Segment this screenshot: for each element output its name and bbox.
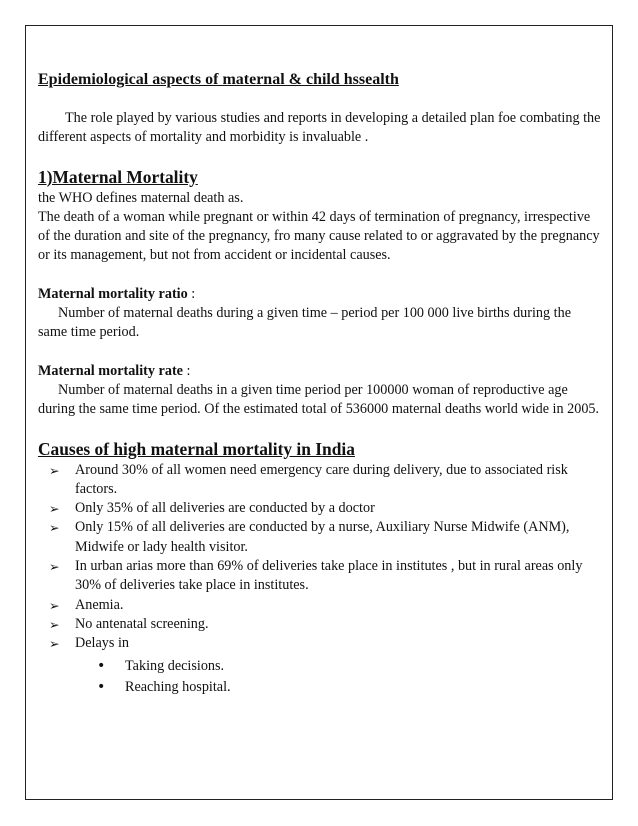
ratio-term: Maternal mortality ratio (38, 285, 188, 302)
list-item-text: Delays in (75, 635, 129, 652)
list-item (49, 596, 603, 615)
arrow-bullet-icon: ➢ (49, 636, 60, 652)
rate-label-line (38, 362, 603, 381)
causes-list (38, 461, 603, 698)
bullet-dot-icon: • (97, 678, 106, 695)
list-item (49, 557, 603, 596)
list-item-text: Only 35% of all deliveries are conducted by a doctor (75, 500, 375, 517)
list-item (49, 634, 603, 697)
document-title: Epidemiological aspects of maternal & child hssealth (38, 71, 399, 88)
maternal-death-definition: The death of a woman while pregnant or within 42 days of termination of pregnancy, irrespective of the duration and site of the pregnancy, fro many cause related to or aggravated by the pregnancy or its management, but not from accident or incidental causes. (38, 208, 600, 264)
rate-term: Maternal mortality rate (38, 362, 183, 379)
spacer (38, 343, 603, 362)
sub-list-item-text: Reaching hospital. (125, 678, 231, 695)
arrow-bullet-icon: ➢ (49, 520, 60, 536)
list-item-text: Anemia. (75, 596, 124, 613)
list-item-text: Around 30% of all women need emergency care during delivery, due to associated risk factors. (75, 461, 568, 497)
who-definition-line: the WHO defines maternal death as. (38, 189, 244, 206)
sub-list-item (97, 656, 603, 677)
delays-sublist (75, 656, 603, 698)
sub-list-item (97, 677, 603, 698)
ratio-colon: : (187, 285, 196, 302)
sub-list-item-text: Taking decisions. (125, 657, 225, 674)
arrow-bullet-icon: ➢ (49, 597, 60, 613)
list-item-text: In urban arias more than 69% of deliveries take place in institutes , but in rural areas only 30% of deliveries take place in institutes. (75, 558, 583, 594)
arrow-bullet-icon: ➢ (49, 616, 60, 632)
list-item-text: Only 15% of all deliveries are conducted by a nurse, Auxiliary Nurse Midwife (ANM), Midwife or lady health visitor. (75, 519, 570, 555)
maternal-mortality-heading: 1)Maternal Mortality (38, 166, 198, 187)
rate-colon: : (182, 362, 191, 379)
causes-heading: Causes of high maternal mortality in India (38, 438, 355, 459)
arrow-bullet-icon: ➢ (49, 559, 60, 575)
arrow-bullet-icon: ➢ (49, 462, 60, 478)
document-body (38, 70, 603, 698)
ratio-label-line (38, 285, 603, 304)
bullet-dot-icon: • (97, 657, 106, 674)
intro-paragraph: The role played by various studies and reports in developing a detailed plan foe combating the different aspects of mortality and morbidity is invaluable . (38, 110, 601, 146)
arrow-bullet-icon: ➢ (49, 501, 60, 517)
list-item (49, 518, 603, 557)
list-item (49, 461, 603, 500)
ratio-definition: Number of maternal deaths during a given time – period per 100 000 live births during the same time period. (38, 305, 571, 341)
list-item-text: No antenatal screening. (75, 615, 209, 632)
list-item (49, 615, 603, 634)
list-item (49, 499, 603, 518)
rate-definition: Number of maternal deaths in a given time period per 100000 woman of reproductive age during the same time period. Of the estimated total of 536000 maternal deaths world wide in 2005. (38, 381, 600, 418)
spacer (38, 266, 603, 285)
